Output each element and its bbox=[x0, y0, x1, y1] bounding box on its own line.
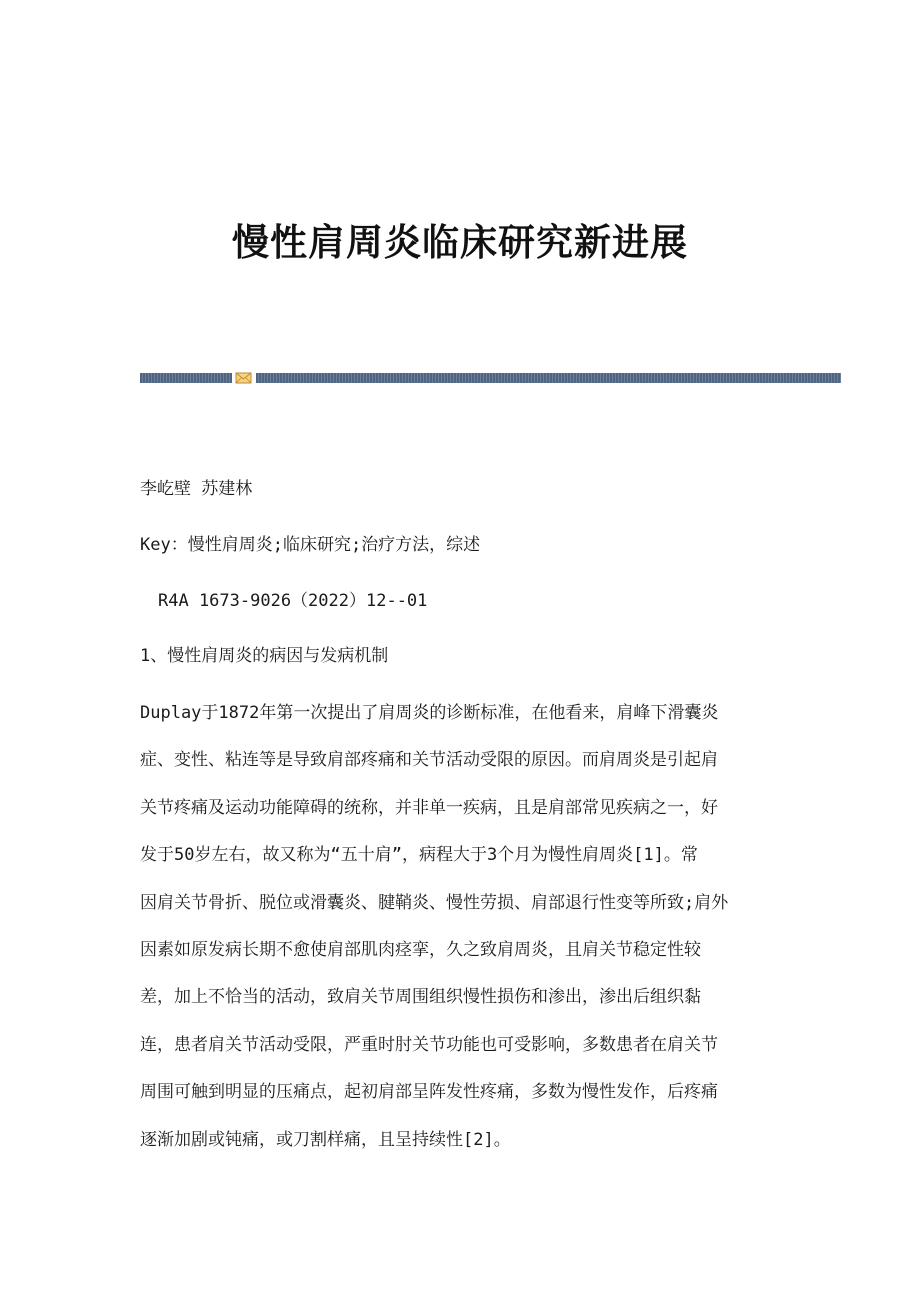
title-divider-right bbox=[256, 373, 841, 383]
body-line: 逐渐加剧或钝痛，或刀割样痛，且呈持续性[2]。 bbox=[140, 1129, 511, 1150]
body-line: 关节疼痛及运动功能障碍的统称，并非单一疾病，且是肩部常见疾病之一，好 bbox=[140, 797, 718, 818]
classification-code: R4A 1673-9026（2022）12--01 bbox=[158, 591, 428, 611]
keywords: Key：慢性肩周炎;临床研究;治疗方法，综述 bbox=[140, 535, 481, 555]
body-line: 因肩关节骨折、脱位或滑囊炎、腱鞘炎、慢性劳损、肩部退行性变等所致;肩外 bbox=[140, 892, 729, 913]
body-line: 差，加上不恰当的活动，致肩关节周围组织慢性损伤和渗出，渗出后组织黏 bbox=[140, 987, 701, 1008]
title-divider-left bbox=[140, 373, 232, 383]
section-heading: 1、慢性肩周炎的病因与发病机制 bbox=[140, 646, 389, 666]
envelope-ornament-icon bbox=[235, 372, 252, 384]
body-line: 发于50岁左右，故又称为“五十肩”，病程大于3个月为慢性肩周炎[1]。常 bbox=[140, 845, 698, 866]
body-line: 因素如原发病长期不愈使肩部肌肉痉挛，久之致肩周炎，且肩关节稳定性较 bbox=[140, 940, 701, 961]
document-title: 慢性肩周炎临床研究新进展 bbox=[232, 220, 688, 264]
body-line: 连，患者肩关节活动受限，严重时肘关节功能也可受影响，多数患者在肩关节 bbox=[140, 1034, 718, 1055]
body-paragraph bbox=[140, 690, 780, 1164]
body-line: 周围可触到明显的压痛点，起初肩部呈阵发性疼痛，多数为慢性发作，后疼痛 bbox=[140, 1082, 718, 1103]
authors: 李屹壁 苏建林 bbox=[140, 479, 253, 499]
body-line: Duplay于1872年第一次提出了肩周炎的诊断标准，在他看来，肩峰下滑囊炎 bbox=[140, 703, 719, 723]
body-line: 症、变性、粘连等是导致肩部疼痛和关节活动受限的原因。而肩周炎是引起肩 bbox=[140, 750, 718, 771]
